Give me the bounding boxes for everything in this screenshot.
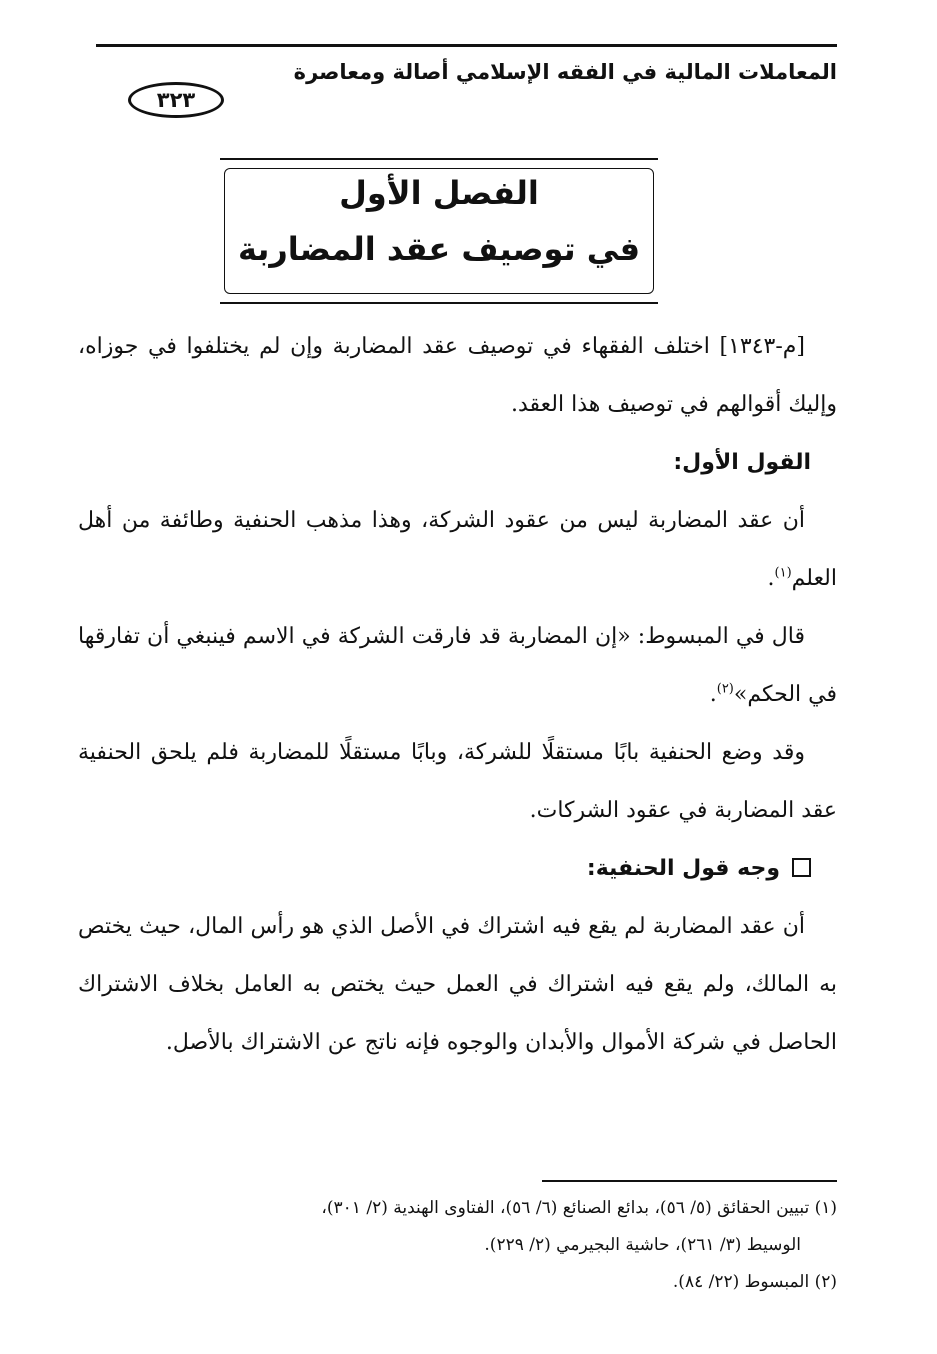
- footnote-ref-2: (٢): [716, 681, 734, 697]
- page-number: ٣٢٣: [128, 82, 224, 118]
- footnote-ref-1: (١): [774, 565, 792, 581]
- paragraph-intro: [م-١٣٤٣] اختلف الفقهاء في توصيف عقد المضاربة وإن لم يختلفوا في جوزاه، وإليك أقوالهم في توصيف هذا العقد.: [78, 334, 837, 417]
- footnote-2: (٢) المبسوط (٢٢/ ٨٤).: [672, 1272, 837, 1292]
- footnote-1-continuation: الوسيط (٣/ ٢٦١)، حاشية البجيرمي (٢/ ٢٢٩).: [484, 1235, 801, 1255]
- paragraph-mabsut-quote-text: قال في المبسوط: «إن المضاربة قد فارقت الشركة في الاسم فينبغي أن تفارقها في الحكم»: [78, 624, 837, 707]
- square-bullet-icon: [792, 858, 811, 877]
- paragraph-mabsut-quote: قال في المبسوط: «إن المضاربة قد فارقت الشركة في الاسم فينبغي أن تفارقها في الحكم»$^{(٢)}$.: [78, 624, 837, 707]
- main-text: [78, 318, 837, 1072]
- chapter-title-box: [220, 158, 658, 304]
- paragraph-first-opinion: أن عقد المضاربة ليس من عقود الشركة، وهذا مذهب الحنفية وطائفة من أهل العلم$^{(١)}$.: [78, 508, 837, 591]
- book-title: المعاملات المالية في الفقه الإسلامي أصالة ومعاصرة: [293, 60, 837, 84]
- footnotes: [78, 1190, 837, 1301]
- chapter-subtitle: في توصيف عقد المضاربة: [237, 230, 641, 268]
- paragraph-hanafi-reasoning: أن عقد المضاربة لم يقع فيه اشتراك في الأصل الذي هو رأس المال، حيث يختص به المالك، ولم يقع فيه اشتراك في العمل حيث يختص به العامل بخلاف الاشتراك الحاصل في شركة الأموال والأبدان والوجوه فإنه ناتج عن الاشتراك بالأصل.: [78, 914, 837, 1055]
- heading-hanafi-reasoning: [78, 840, 837, 898]
- chapter-title: الفصل الأول: [339, 174, 539, 212]
- footnote-separator: [542, 1180, 837, 1182]
- heading-first-opinion: القول الأول:: [673, 450, 811, 475]
- paragraph-first-opinion-text: أن عقد المضاربة ليس من عقود الشركة، وهذا مذهب الحنفية وطائفة من أهل العلم: [78, 508, 837, 591]
- heading-hanafi-reasoning-text: وجه قول الحنفية:: [586, 856, 780, 881]
- header-rule: [96, 44, 837, 47]
- paragraph-hanafi-chapters: وقد وضع الحنفية بابًا مستقلًا للشركة، وبابًا مستقلًا للمضاربة فلم يلحق الحنفية عقد المضاربة في عقود الشركات.: [78, 740, 837, 823]
- footnote-1: (١) تبيين الحقائق (٥/ ٥٦)، بدائع الصنائع (٦/ ٥٦)، الفتاوى الهندية (٢/ ٣٠١)،: [321, 1198, 837, 1218]
